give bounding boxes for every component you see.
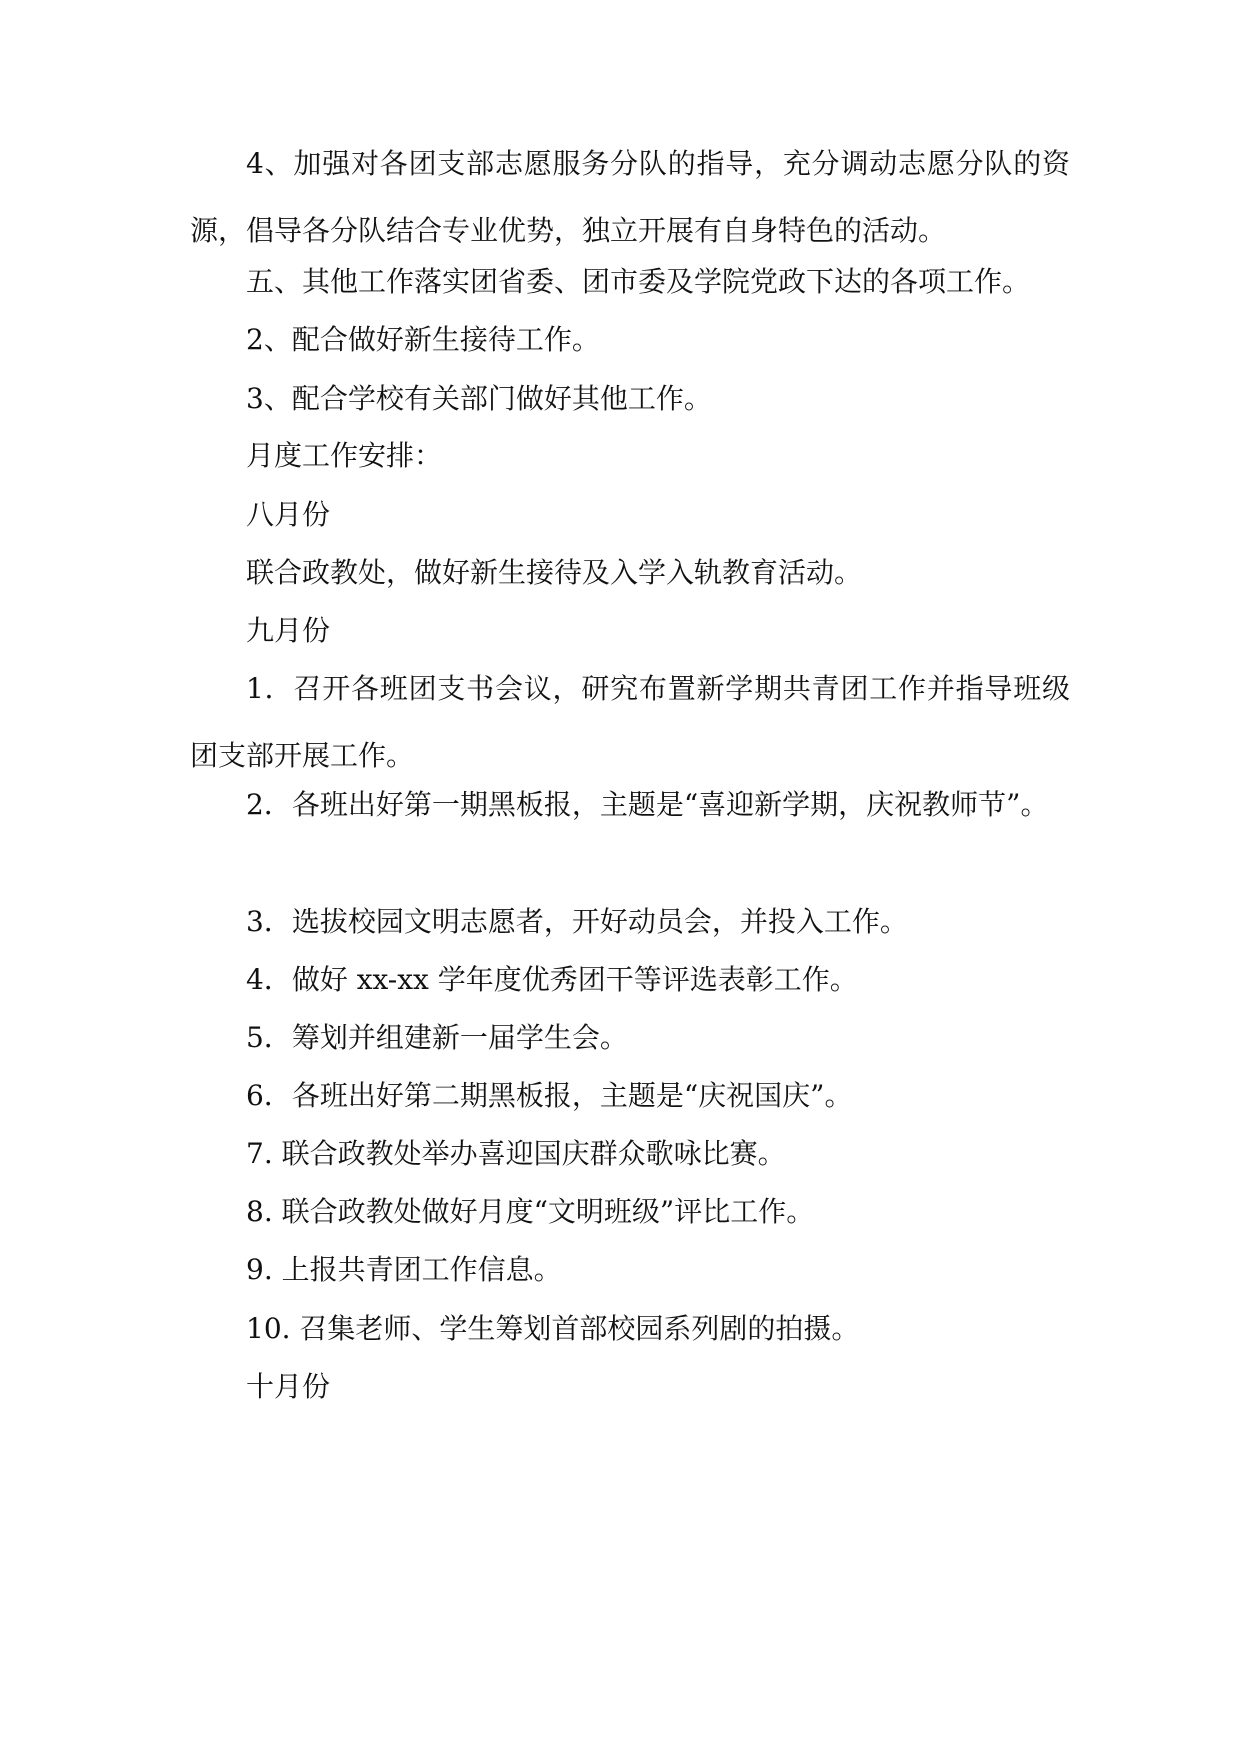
paragraph-september-item-7: 7. 联合政教处举办喜迎国庆群众歌咏比赛。 bbox=[246, 1137, 786, 1170]
heading-october: 十月份 bbox=[246, 1370, 331, 1403]
heading-september: 九月份 bbox=[246, 614, 331, 647]
paragraph-august-item: 联合政教处，做好新生接待及入学入轨教育活动。 bbox=[246, 556, 863, 589]
paragraph-item-2: 2、配合做好新生接待工作。 bbox=[246, 323, 600, 356]
paragraph-september-item-8: 8. 联合政教处做好月度“文明班级”评比工作。 bbox=[246, 1195, 815, 1228]
heading-august: 八月份 bbox=[246, 498, 331, 531]
paragraph-september-item-4: 4．做好 xx-xx 学年度优秀团干等评选表彰工作。 bbox=[246, 963, 858, 996]
paragraph-september-item-5: 5．筹划并组建新一届学生会。 bbox=[246, 1021, 628, 1054]
paragraph-september-item-10: 10. 召集老师、学生筹划首部校园系列剧的拍摄。 bbox=[246, 1312, 860, 1345]
heading-monthly-schedule: 月度工作安排： bbox=[246, 439, 443, 472]
paragraph-item-3: 3、配合学校有关部门做好其他工作。 bbox=[246, 382, 712, 415]
paragraph-september-item-6: 6．各班出好第二期黑板报，主题是“庆祝国庆”。 bbox=[246, 1079, 853, 1112]
paragraph-september-item-1: 1．召开各班团支书会议，研究布置新学期共青团工作并指导班级团支部开展工作。 bbox=[190, 672, 1070, 772]
paragraph-september-item-2: 2．各班出好第一期黑板报，主题是“喜迎新学期，庆祝教师节”。 bbox=[246, 788, 1049, 821]
paragraph-volunteer-guidance: 4、加强对各团支部志愿服务分队的指导，充分调动志愿分队的资源，倡导各分队结合专业优势，独立开展有自身特色的活动。 bbox=[190, 147, 1070, 247]
paragraph-september-item-3: 3．选拔校园文明志愿者，开好动员会，并投入工作。 bbox=[246, 905, 908, 938]
paragraph-september-item-9: 9. 上报共青团工作信息。 bbox=[246, 1253, 562, 1286]
paragraph-section-five: 五、其他工作落实团省委、团市委及学院党政下达的各项工作。 bbox=[246, 265, 1031, 298]
